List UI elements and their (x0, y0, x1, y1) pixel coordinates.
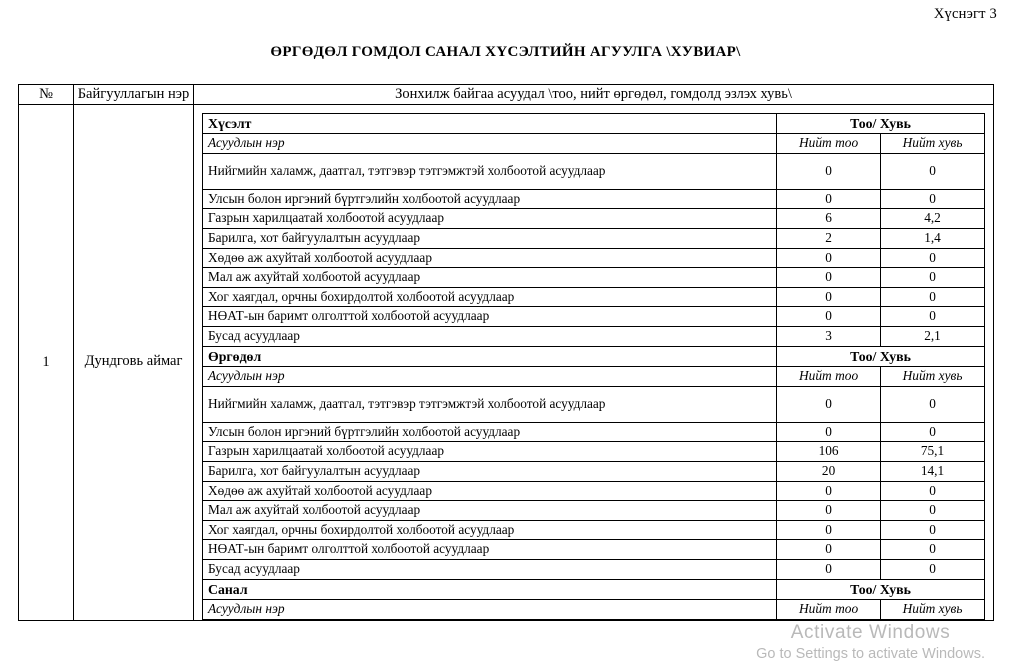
issue-count: 0 (777, 540, 881, 560)
header-org: Байгууллагын нэр (74, 85, 194, 105)
issue-pct: 0 (881, 386, 985, 422)
issue-count: 0 (777, 481, 881, 501)
subheader-total-count: Нийт тоо (777, 134, 881, 154)
watermark-title: Activate Windows (790, 622, 951, 643)
header-no: № (19, 85, 74, 105)
issue-name: Мал аж ахуйтай холбоотой асуудлаар (203, 501, 777, 521)
issue-name: НӨАТ-ын баримт олголттой холбоотой асуудлаар (203, 540, 777, 560)
issue-pct: 75,1 (881, 442, 985, 462)
activate-windows-watermark (756, 622, 985, 662)
header-body: Зонхилж байгаа асуудал \тоо, нийт өргөдөл, гомдолд эзлэх хувь\ (194, 85, 994, 105)
section-title: Хүсэлт (203, 113, 777, 133)
main-table (18, 84, 994, 621)
detail-row (203, 248, 985, 268)
issue-count: 0 (777, 501, 881, 521)
issue-name: Бусад асуудлаар (203, 327, 777, 347)
issue-count: 0 (777, 189, 881, 209)
issue-name: Нийгмийн халамж, даатгал, тэтгэвэр тэтгэмжтэй холбоотой асуудлаар (203, 153, 777, 189)
detail-row (203, 442, 985, 462)
subheader-total-pct: Нийт хувь (881, 599, 985, 619)
section-header-row (203, 579, 985, 599)
issue-pct: 0 (881, 307, 985, 327)
issue-name: Хөдөө аж ахуйтай холбоотой асуудлаар (203, 481, 777, 501)
issue-pct: 0 (881, 189, 985, 209)
detail-row (203, 153, 985, 189)
subheader-issue-name: Асуудлын нэр (203, 599, 777, 619)
table-header-row (19, 85, 994, 105)
issue-pct: 0 (881, 540, 985, 560)
issue-pct: 0 (881, 248, 985, 268)
section-title: Санал (203, 579, 777, 599)
issue-count: 20 (777, 461, 881, 481)
detail-row (203, 422, 985, 442)
section-header-row (203, 113, 985, 133)
detail-table (202, 113, 985, 620)
issue-name: Бусад асуудлаар (203, 559, 777, 579)
detail-row (203, 189, 985, 209)
issue-count: 0 (777, 559, 881, 579)
issue-count: 0 (777, 520, 881, 540)
issue-pct: 0 (881, 268, 985, 288)
row-detail-cell (194, 104, 994, 620)
issue-pct: 0 (881, 287, 985, 307)
issue-count: 0 (777, 422, 881, 442)
section-value-header: Тоо/ Хувь (777, 346, 985, 366)
subheader-issue-name: Асуудлын нэр (203, 366, 777, 386)
issue-name: Нийгмийн халамж, даатгал, тэтгэвэр тэтгэмжтэй холбоотой асуудлаар (203, 386, 777, 422)
issue-pct: 0 (881, 501, 985, 521)
section-value-header: Тоо/ Хувь (777, 579, 985, 599)
issue-pct: 0 (881, 422, 985, 442)
detail-row (203, 461, 985, 481)
issue-count: 6 (777, 209, 881, 229)
issue-pct: 4,2 (881, 209, 985, 229)
detail-row (203, 540, 985, 560)
subheader-total-pct: Нийт хувь (881, 134, 985, 154)
section-subheader-row (203, 134, 985, 154)
row-number: 1 (19, 104, 74, 620)
issue-count: 3 (777, 327, 881, 347)
issue-name: НӨАТ-ын баримт олголттой холбоотой асуудлаар (203, 307, 777, 327)
page-title: ӨРГӨДӨЛ ГОМДОЛ САНАЛ ХҮСЭЛТИЙН АГУУЛГА \ХУВИАР\ (270, 44, 741, 60)
detail-row (203, 520, 985, 540)
issue-pct: 0 (881, 520, 985, 540)
issue-count: 0 (777, 248, 881, 268)
detail-row (203, 229, 985, 249)
detail-wrapper (194, 105, 993, 620)
issue-name: Хог хаягдал, орчны бохирдолтой холбоотой асуудлаар (203, 520, 777, 540)
section-title: Өргөдөл (203, 346, 777, 366)
table-row (19, 104, 994, 620)
issue-name: Хөдөө аж ахуйтай холбоотой асуудлаар (203, 248, 777, 268)
detail-row (203, 268, 985, 288)
section-subheader-row (203, 599, 985, 619)
detail-row (203, 209, 985, 229)
issue-name: Газрын харилцаатай холбоотой асуудлаар (203, 442, 777, 462)
issue-pct: 0 (881, 481, 985, 501)
table-number-label: Хүснэгт 3 (933, 6, 997, 22)
section-value-header: Тоо/ Хувь (777, 113, 985, 133)
detail-row (203, 307, 985, 327)
issue-name: Барилга, хот байгуулалтын асуудлаар (203, 229, 777, 249)
subheader-issue-name: Асуудлын нэр (203, 134, 777, 154)
issue-count: 0 (777, 386, 881, 422)
issue-pct: 14,1 (881, 461, 985, 481)
issue-count: 106 (777, 442, 881, 462)
issue-name: Барилга, хот байгуулалтын асуудлаар (203, 461, 777, 481)
issue-count: 0 (777, 153, 881, 189)
subheader-total-count: Нийт тоо (777, 366, 881, 386)
issue-name: Улсын болон иргэний бүртгэлийн холбоотой асуудлаар (203, 422, 777, 442)
issue-name: Хог хаягдал, орчны бохирдолтой холбоотой асуудлаар (203, 287, 777, 307)
issue-name: Мал аж ахуйтай холбоотой асуудлаар (203, 268, 777, 288)
section-subheader-row (203, 366, 985, 386)
detail-row (203, 386, 985, 422)
detail-row (203, 501, 985, 521)
detail-row (203, 559, 985, 579)
issue-pct: 0 (881, 559, 985, 579)
watermark-subtitle: Go to Settings to activate Windows. (756, 646, 985, 662)
issue-pct: 0 (881, 153, 985, 189)
subheader-total-count: Нийт тоо (777, 599, 881, 619)
detail-row (203, 481, 985, 501)
issue-pct: 1,4 (881, 229, 985, 249)
issue-count: 0 (777, 268, 881, 288)
detail-row (203, 287, 985, 307)
issue-count: 0 (777, 307, 881, 327)
subheader-total-pct: Нийт хувь (881, 366, 985, 386)
issue-count: 0 (777, 287, 881, 307)
row-org-name: Дундговь аймаг (74, 104, 194, 620)
issue-pct: 2,1 (881, 327, 985, 347)
issue-name: Улсын болон иргэний бүртгэлийн холбоотой асуудлаар (203, 189, 777, 209)
issue-count: 2 (777, 229, 881, 249)
detail-row (203, 327, 985, 347)
issue-name: Газрын харилцаатай холбоотой асуудлаар (203, 209, 777, 229)
section-header-row (203, 346, 985, 366)
